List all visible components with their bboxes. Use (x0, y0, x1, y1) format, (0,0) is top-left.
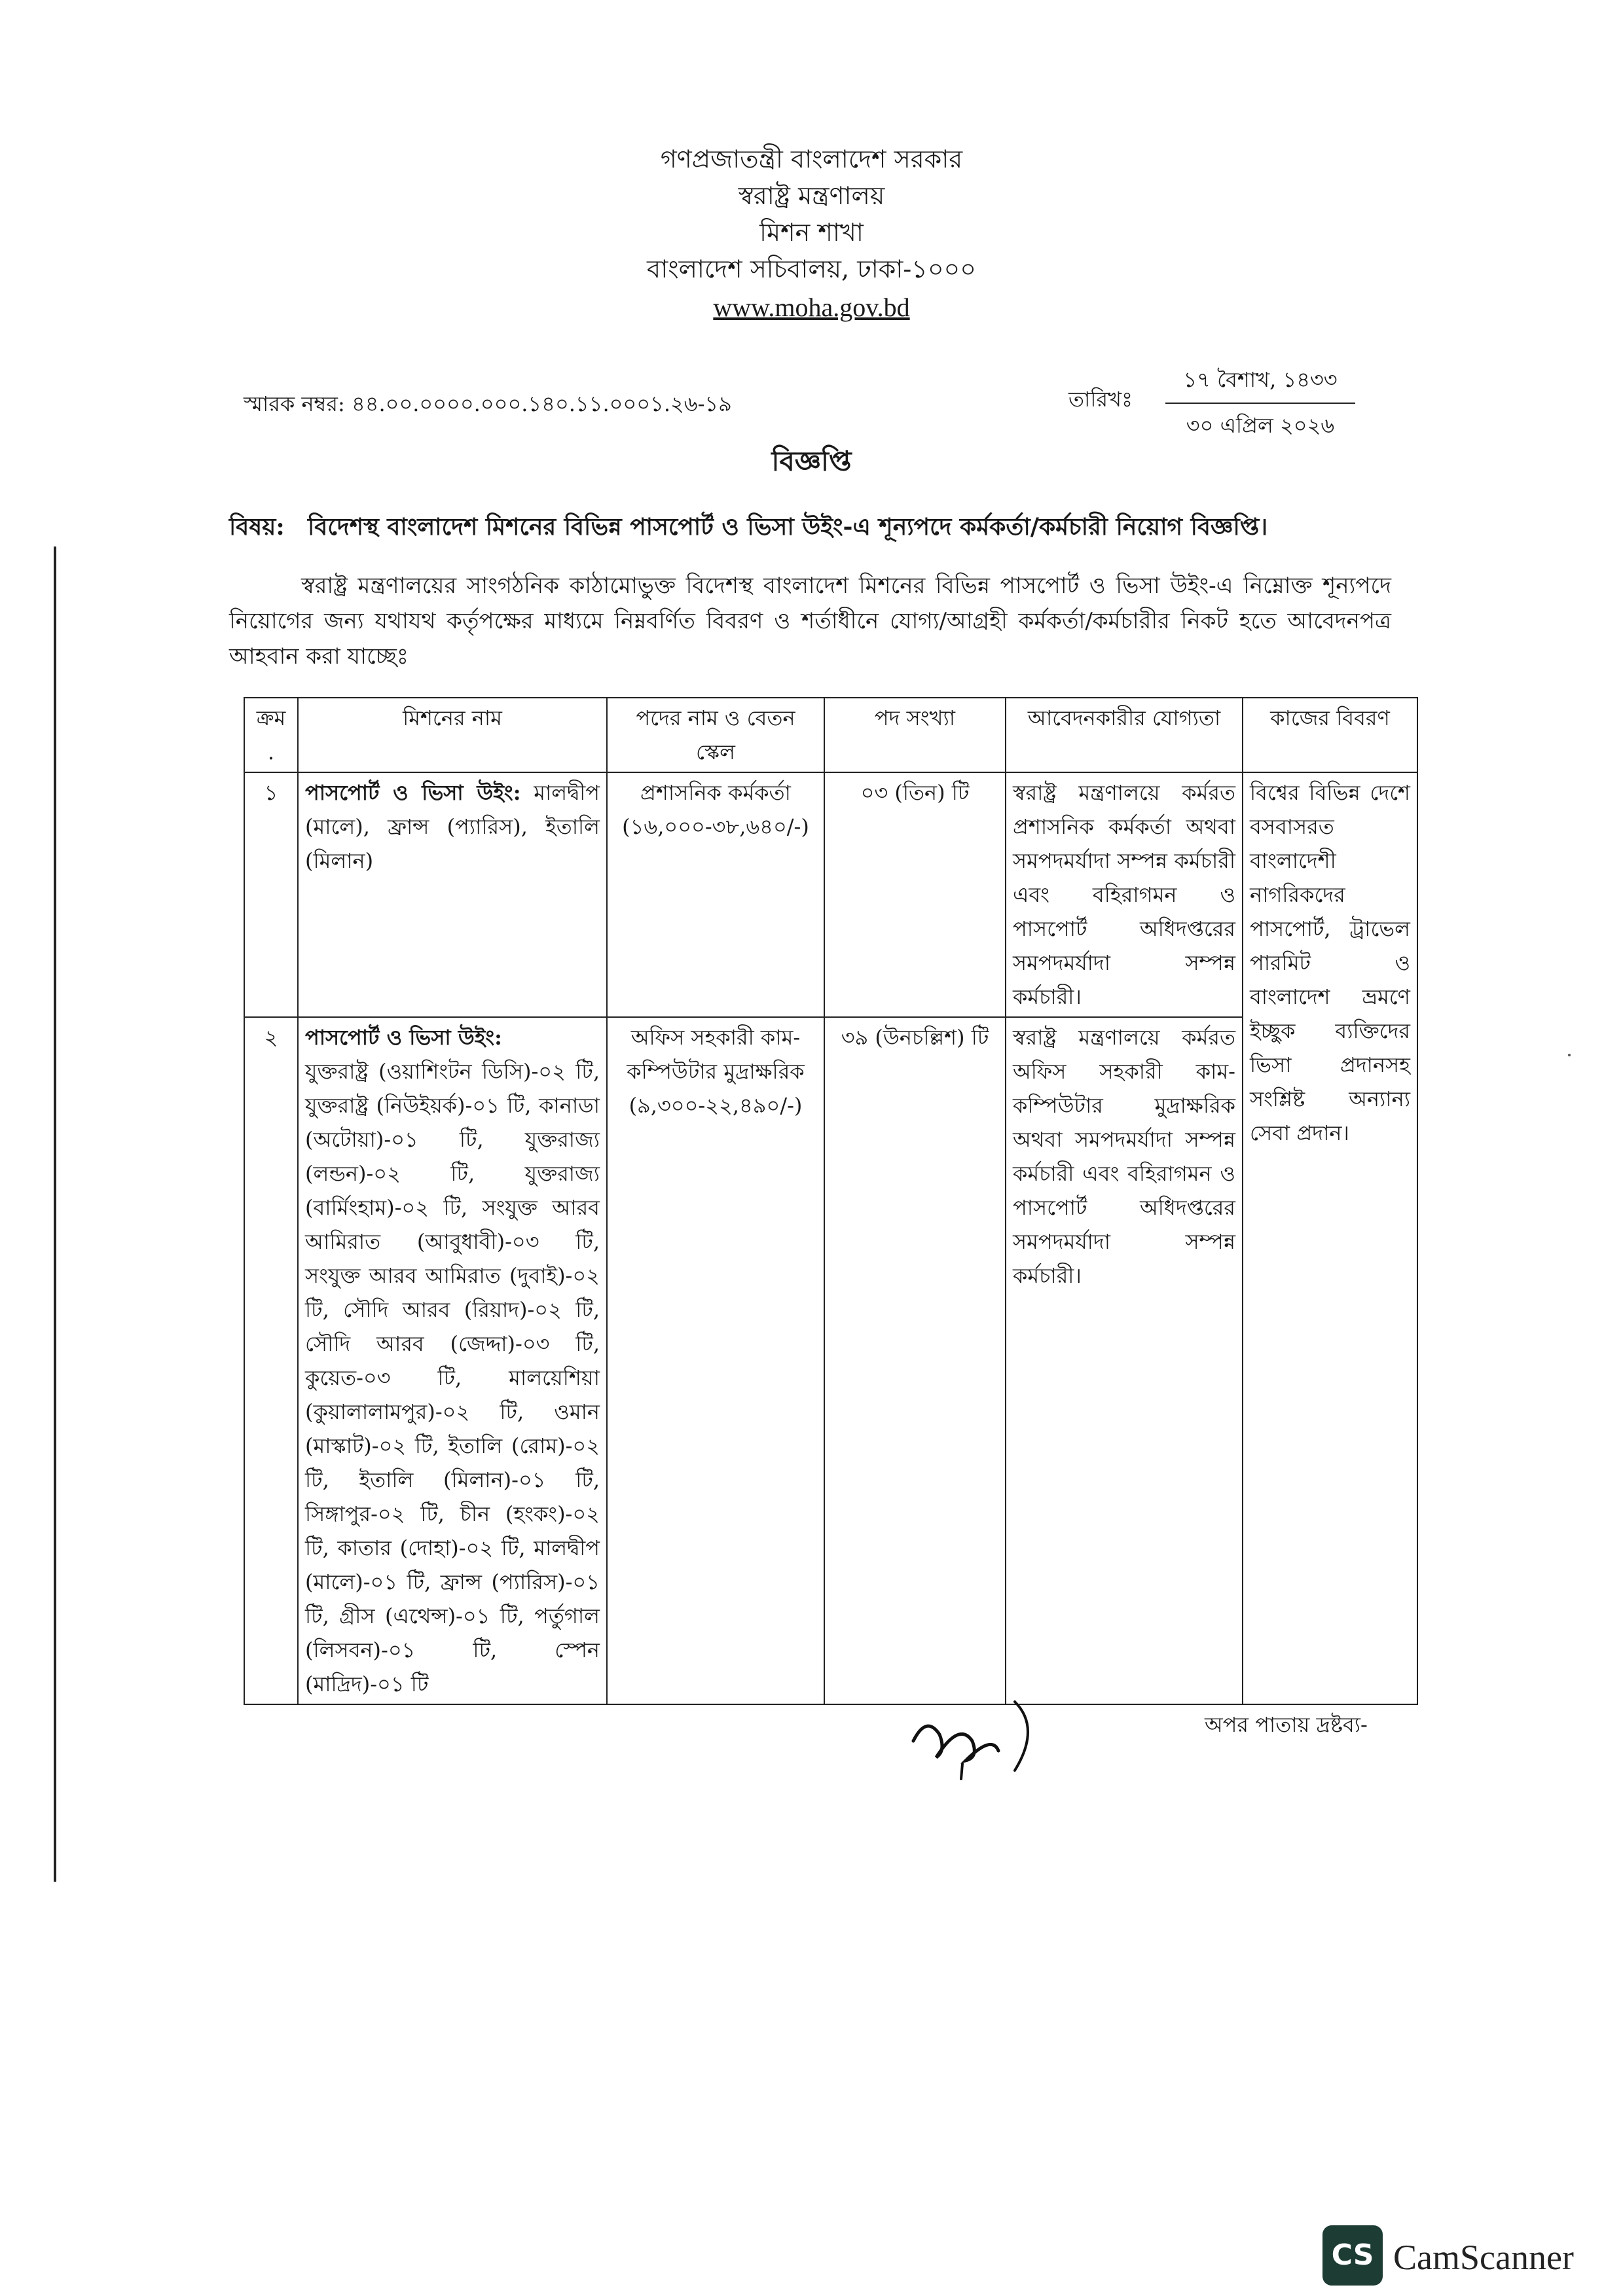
job-description: বিশ্বের বিভিন্ন দেশে বসবাসরত বাংলাদেশী নাগরিকদের পাসপোর্ট, ট্রাভেল পারমিট ও বাংলাদেশ ভ্রমণে ইচ্ছুক ব্যক্তিদের ভিসা প্রদানসহ সংশ্লিষ্ট অন্যান্য সেবা প্রদান। (1243, 772, 1417, 1704)
header-serial: ক্রম . (244, 698, 298, 772)
row2-count: ৩৯ (উনচল্লিশ) টি (824, 1017, 1006, 1704)
row1-mission-text: মালদ্বীপ (মালে), ফ্রান্স (প্যারিস), ইতালি (মিলান) (305, 780, 600, 873)
row2-qualification: স্বরাষ্ট্র মন্ত্রণালয়ে কর্মরত অফিস সহকারী কাম-কম্পিউটার মুদ্রাক্ষরিক অথবা সমপদমর্যাদা সম্পন্ন কর্মচারী এবং বহিরাগমন ও পাসপোর্ট অধিদপ্তরের সমপদমর্যাদা সম্পন্ন কর্মচারী। (1006, 1017, 1243, 1704)
header-count: পদ সংখ্যা (824, 698, 1006, 772)
row1-post: প্রশাসনিক কর্মকর্তা (১৬,০০০-৩৮,৬৪০/-) (607, 772, 824, 1017)
row2-serial: ২ (244, 1017, 298, 1704)
memo-number: স্মারক নম্বর: ৪৪.০০.০০০০.০০০.১৪০.১১.০০০১.২৬-১৯ (244, 391, 732, 416)
subject-label: বিষয়: (229, 513, 285, 541)
header-post: পদের নাম ও বেতন স্কেল (607, 698, 824, 772)
date-english: ৩০ এপ্রিল ২০২৬ (1186, 413, 1335, 438)
website-link[interactable]: www.moha.gov.bd (713, 293, 910, 322)
row1-serial: ১ (244, 772, 298, 1017)
header-govt: গণপ্রজাতন্ত্রী বাংলাদেশ সরকার (660, 145, 963, 173)
header-mission: মিশনের নাম (298, 698, 607, 772)
camscanner-logo-icon: CS (1322, 2225, 1383, 2286)
intro-paragraph: স্বরাষ্ট্র মন্ত্রণালয়ের সাংগঠনিক কাঠামোভুক্ত বিদেশস্থ বাংলাদেশ মিশনের বিভিন্ন পাসপোর্ট ও ভিসা উইং-এ নিম্নোক্ত শূন্যপদে নিয়োগের জন্য যথাযথ কর্তৃপক্ষের মাধ্যমে নিম্নবর্ণিত বিবরণ ও শর্তাধীনে যোগ্য/আগ্রহী কর্মকর্তা/কর্মচারীর নিকট হতে আবেদনপত্র আহবান করা যাচ্ছেঃ (229, 573, 1391, 670)
subject-text: বিদেশস্থ বাংলাদেশ মিশনের বিভিন্ন পাসপোর্ট ও ভিসা উইং-এ শূন্যপদে কর্মকর্তা/কর্মচারী নিয়োগ বিজ্ঞপ্তি। (308, 513, 1268, 541)
header-address: বাংলাদেশ সচিবালয়, ঢাকা-১০০০ (647, 255, 976, 283)
notice-title: বিজ্ঞপ্তি (771, 445, 852, 477)
row2-mission-text: যুক্তরাষ্ট্র (ওয়াশিংটন ডিসি)-০২ টি, যুক্তরাষ্ট্র (নিউইয়র্ক)-০১ টি, কানাডা (অটোয়া)-০১ টি, যুক্তরাজ্য (লন্ডন)-০২ টি, যুক্তরাজ্য (বার্মিংহাম)-০২ টি, সংযুক্ত আরব আমিরাত (আবুধাবী)-০৩ টি, সংযুক্ত আরব আমিরাত (দুবাই)-০২ টি, সৌদি আরব (রিয়াদ)-০২ টি, সৌদি আরব (জেদ্দা)-০৩ টি, কুয়েত-০৩ টি, মালয়েশিয়া (কুয়ালালামপুর)-০২ টি, ওমান (মাস্কাট)-০২ টি, ইতালি (রোম)-০২ টি, ইতালি (মিলান)-০১ টি, সিঙ্গাপুর-০২ টি, চীন (হংকং)-০২ টি, কাতার (দোহা)-০২ টি, মালদ্বীপ (মালে)-০১ টি, ফ্রান্স (প্যারিস)-০১ টি, গ্রীস (এথেন্স)-০১ টি, পর্তুগাল (লিসবন)-০১ টি, স্পেন (মাদ্রিদ)-০১ টি (305, 1059, 600, 1696)
table-header-row (244, 698, 1417, 772)
continued-note: অপর পাতায় দ্রষ্টব্য- (1205, 1712, 1368, 1737)
table-row (244, 772, 1417, 1017)
scan-margin-line (54, 547, 56, 1882)
scan-dot (1568, 1054, 1571, 1056)
row1-mission-label: পাসপোর্ট ও ভিসা উইং: (305, 780, 521, 805)
row2-post: অফিস সহকারী কাম-কম্পিউটার মুদ্রাক্ষরিক (৯,৩০০-২২,৪৯০/-) (607, 1017, 824, 1704)
date-bangla: ১৭ বৈশাখ, ১৪৩৩ (1165, 363, 1355, 404)
vacancy-table (244, 697, 1418, 1705)
header-job-description: কাজের বিবরণ (1243, 698, 1417, 772)
header-website-wrap (0, 289, 1623, 326)
header-ministry: স্বরাষ্ট্র মন্ত্রণালয় (738, 181, 885, 210)
table-row (244, 1017, 1417, 1704)
signature (900, 1695, 1051, 1780)
row2-mission (298, 1017, 607, 1704)
camscanner-watermark: CamScanner (1393, 2238, 1574, 2277)
row1-mission (298, 772, 607, 1017)
row1-count: ০৩ (তিন) টি (824, 772, 1006, 1017)
row2-mission-label: পাসপোর্ট ও ভিসা উইং: (305, 1025, 502, 1050)
header-qualification: আবেদনকারীর যোগ্যতা (1006, 698, 1243, 772)
date-label: তারিখঃ (1068, 387, 1133, 412)
date-block (1165, 363, 1355, 444)
header-branch: মিশন শাখা (759, 218, 864, 247)
row1-qualification: স্বরাষ্ট্র মন্ত্রণালয়ে কর্মরত প্রশাসনিক কর্মকর্তা অথবা সমপদমর্যাদা সম্পন্ন কর্মচারী এবং বহিরাগমন ও পাসপোর্ট অধিদপ্তরের সমপদমর্যাদা সম্পন্ন কর্মচারী। (1006, 772, 1243, 1017)
